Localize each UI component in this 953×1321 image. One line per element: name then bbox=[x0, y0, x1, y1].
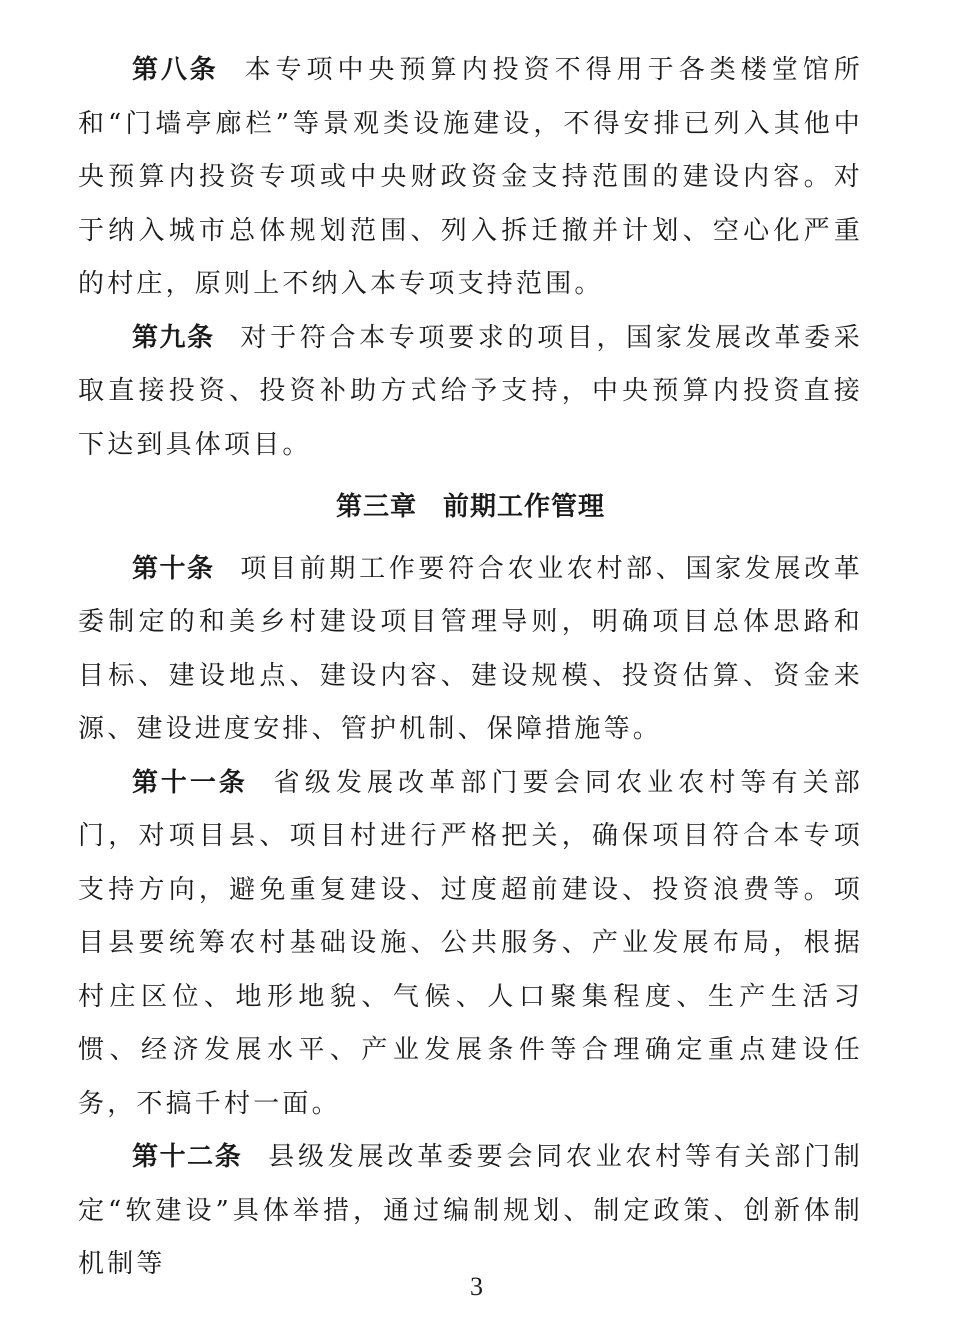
article-text: 对于符合本专项要求的项目，国家发展改革委采取直接投资、投资补助方式给予支持，中央预算内投资直接下达到具体项目。 bbox=[78, 322, 863, 460]
article-text: 省级发展改革部门要会同农业农村等有关部门，对项目县、项目村进行严格把关，确保项目符合本专项支持方向，避免重复建设、过度超前建设、投资浪费等。项目县要统筹农村基础设施、公共服务、产业发展布局，根据村庄区位、地形地貌、气候、人口聚集程度、生产生活习惯、经济发展水平、产业发展条件等合理确定重点建设任务，不搞千村一面。 bbox=[78, 767, 863, 1119]
article-9 bbox=[78, 312, 863, 473]
article-8 bbox=[78, 44, 863, 312]
article-number: 第十二条 bbox=[132, 1142, 243, 1172]
article-text: 县级发展改革委要会同农业农村等有关部门制定“软建设”具体举措，通过编制规划、制定政策、创新体制机制等 bbox=[78, 1142, 863, 1279]
chapter-number: 第三章 bbox=[335, 492, 417, 522]
article-number: 第九条 bbox=[132, 322, 215, 353]
article-11 bbox=[78, 757, 863, 1132]
article-text: 项目前期工作要符合农业农村部、国家发展改革委制定的和美乡村建设项目管理导则，明确项目总体思路和目标、建设地点、建设内容、建设规模、投资估算、资金来源、建设进度安排、管护机制、保障措施等。 bbox=[78, 553, 863, 744]
chapter-title: 前期工作管理 bbox=[443, 492, 606, 522]
article-number: 第十条 bbox=[132, 553, 215, 584]
article-number: 第十一条 bbox=[132, 767, 248, 798]
page-number: 3 bbox=[470, 1272, 483, 1301]
article-10 bbox=[78, 543, 863, 757]
article-number: 第八条 bbox=[132, 55, 219, 85]
article-text: 本专项中央预算内投资不得用于各类楼堂馆所和“门墙亭廊栏”等景观类设施建设，不得安排已列入其他中央预算内投资专项或中央财政资金支持范围的建设内容。对于纳入城市总体规划范围、列入拆迁撤并计划、空心化严重的村庄，原则上不纳入本专项支持范围。 bbox=[78, 55, 863, 299]
article-12 bbox=[78, 1131, 863, 1292]
document-body bbox=[78, 44, 863, 1292]
chapter-heading bbox=[78, 481, 863, 535]
